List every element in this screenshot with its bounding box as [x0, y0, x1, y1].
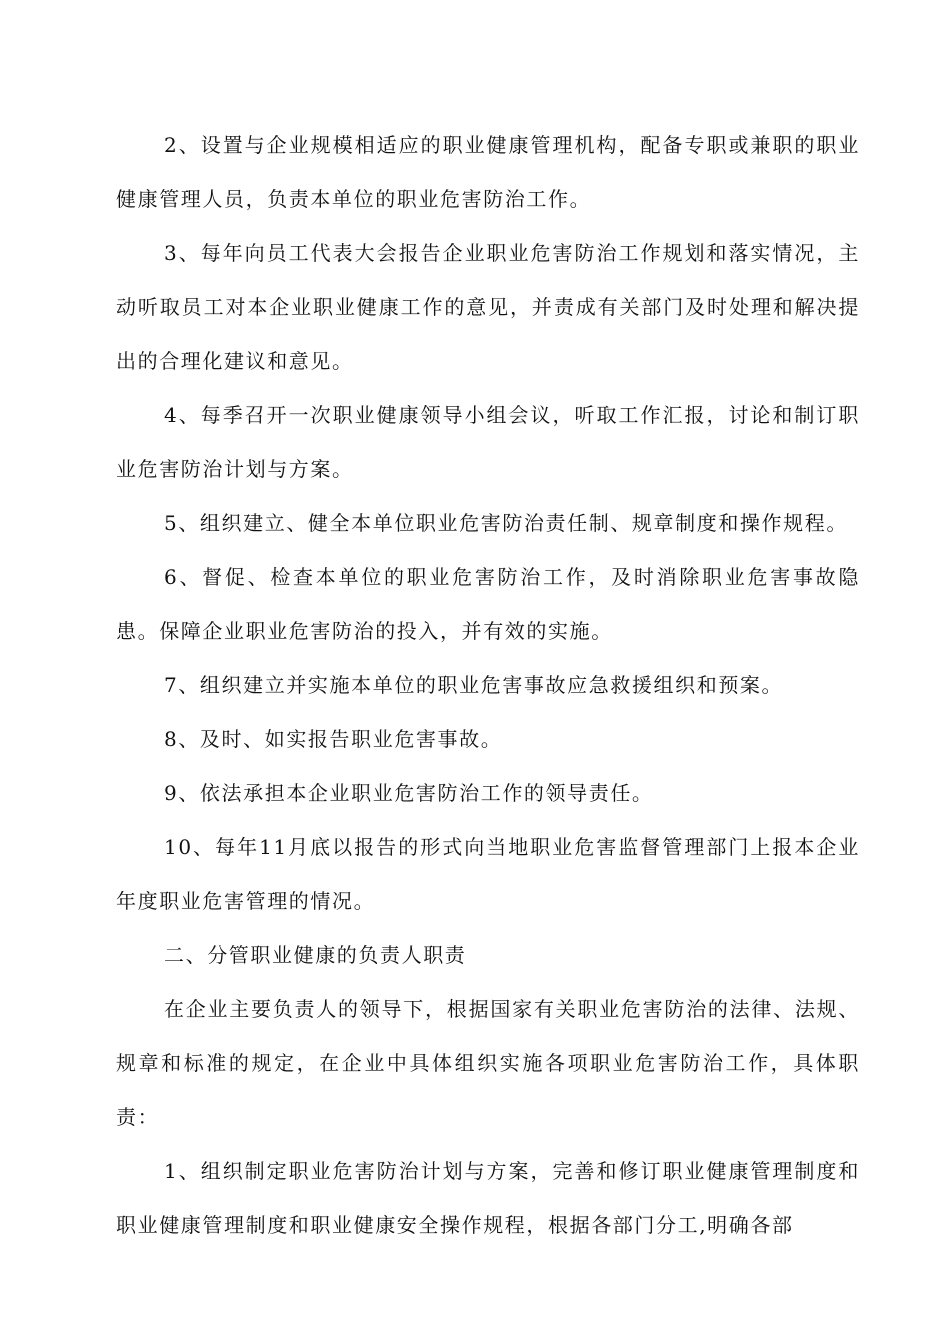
- paragraph-item-7: 7、组织建立并实施本单位的职业危害事故应急救援组织和预案。: [164, 673, 784, 697]
- paragraph-item-6: 6、督促、检查本单位的职业危害防治工作，及时消除职业危害事故隐患。保障企业职业危害防治的投入，并有效的实施。: [116, 565, 860, 643]
- paragraph-item-5: 5、组织建立、健全本单位职业危害防治责任制、规章制度和操作规程。: [164, 511, 848, 535]
- paragraph-item-3: 3、每年向员工代表大会报告企业职业危害防治工作规划和落实情况，主动听取员工对本企业职业健康工作的意见，并责成有关部门及时处理和解决提出的合理化建议和意见。: [116, 241, 860, 373]
- section-intro: 在企业主要负责人的领导下，根据国家有关职业危害防治的法律、法规、规章和标准的规定，在企业中具体组织实施各项职业危害防治工作，具体职责：: [116, 997, 860, 1129]
- section-heading: 二、分管职业健康的负责人职责: [164, 943, 467, 967]
- paragraph-item-9: 9、依法承担本企业职业危害防治工作的领导责任。: [164, 781, 654, 805]
- paragraph-item-10: 10、每年11月底以报告的形式向当地职业危害监督管理部门上报本企业年度职业危害管理的情况。: [116, 835, 860, 913]
- document-body: [116, 118, 860, 1252]
- section-item-1: 1、组织制定职业危害防治计划与方案，完善和修订职业健康管理制度和职业健康管理制度和职业健康安全操作规程，根据各部门分工,明确各部: [116, 1159, 860, 1237]
- paragraph-item-8: 8、及时、如实报告职业危害事故。: [164, 727, 503, 751]
- paragraph-item-4: 4、每季召开一次职业健康领导小组会议，听取工作汇报，讨论和制订职业危害防治计划与方案。: [116, 403, 860, 481]
- paragraph-item-2: 2、设置与企业规模相适应的职业健康管理机构，配备专职或兼职的职业健康管理人员，负责本单位的职业危害防治工作。: [116, 133, 860, 211]
